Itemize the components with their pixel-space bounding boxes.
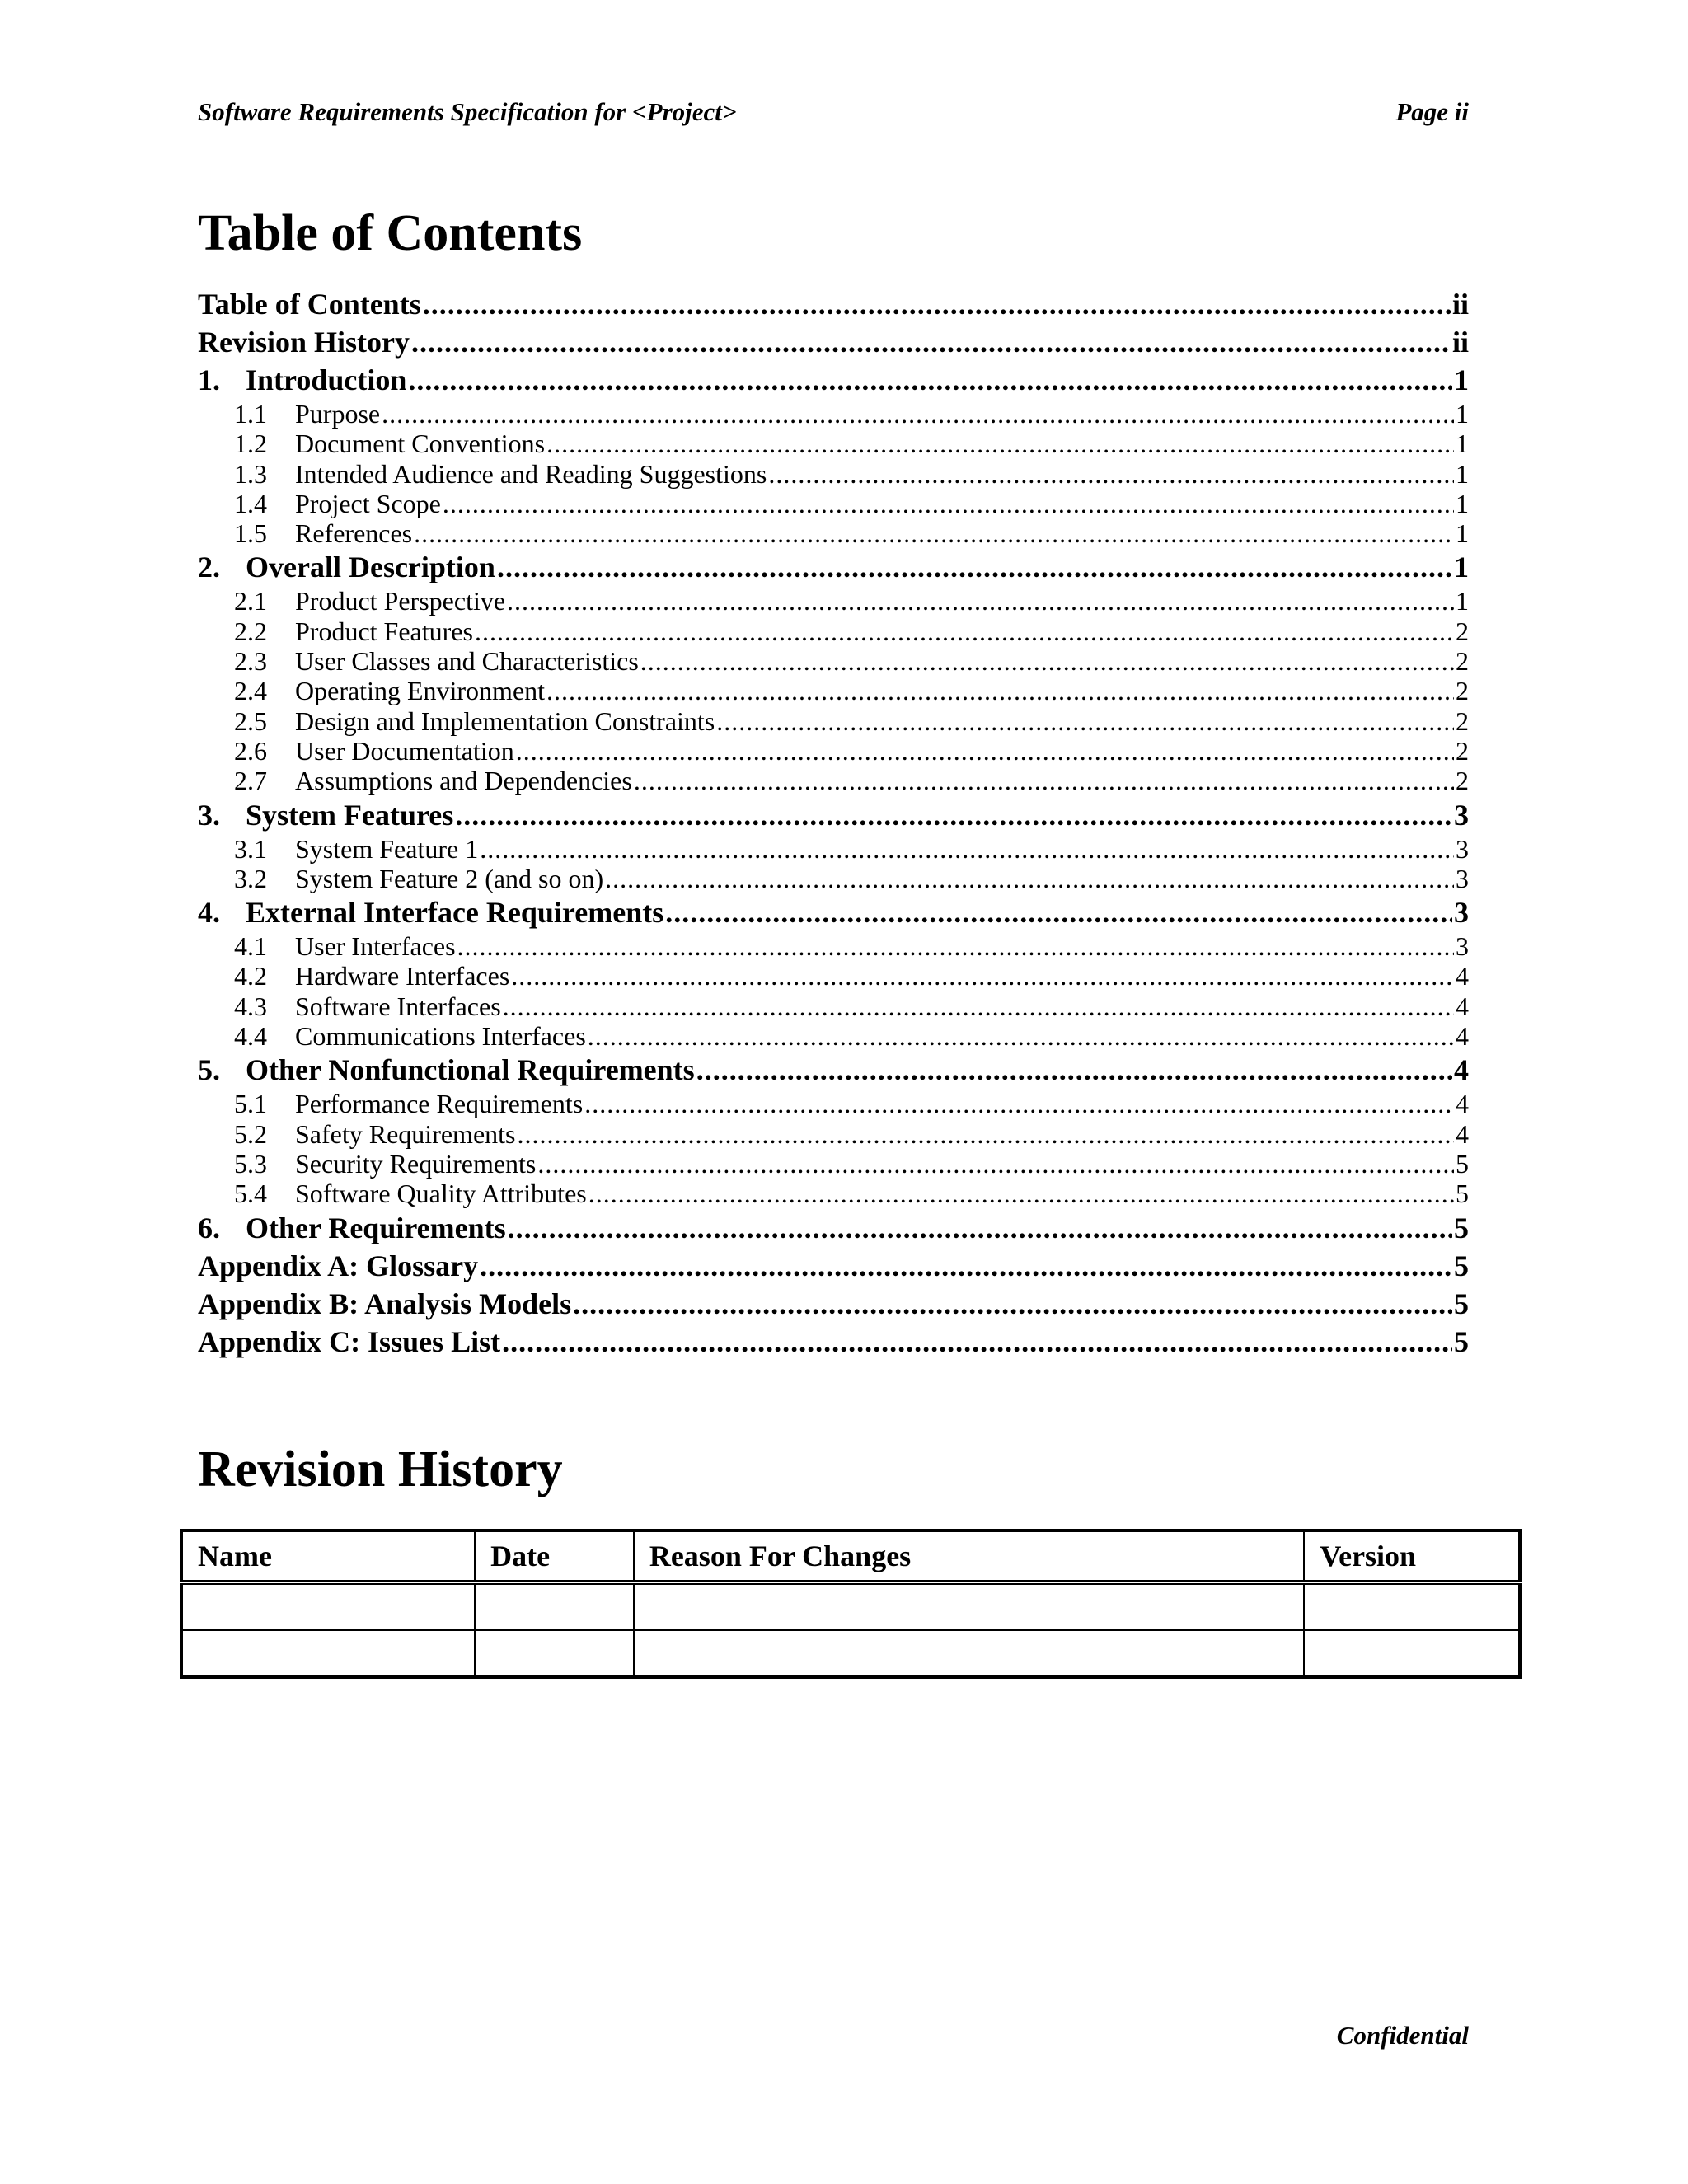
toc-entry-title: Introduction <box>246 363 407 396</box>
toc-dot-leader <box>665 893 1452 931</box>
toc-entry-title: Appendix A: Glossary <box>198 1249 479 1282</box>
toc-entry[interactable] <box>198 1149 1469 1179</box>
toc-entry-page: 5 <box>1454 1249 1469 1282</box>
toc-entry[interactable] <box>198 361 1469 399</box>
toc-entry-page: 4 <box>1456 1089 1469 1119</box>
toc-entry-title: Communications Interfaces <box>295 1021 586 1052</box>
toc-entry[interactable] <box>198 961 1469 991</box>
toc-entry-page: 1 <box>1456 488 1469 518</box>
toc-dot-leader <box>696 1051 1452 1089</box>
column-header-reason: Reason For Changes <box>634 1530 1305 1582</box>
toc-entry-number: 1.1 <box>234 399 267 429</box>
toc-entry-page: 2 <box>1456 766 1469 796</box>
toc-dot-leader <box>546 429 1454 458</box>
toc-entry-page: 4 <box>1454 1053 1469 1087</box>
toc-dot-leader <box>480 834 1454 864</box>
toc-entry-title: System Feature 1 <box>295 833 479 864</box>
toc-entry-page: 1 <box>1456 429 1469 459</box>
toc-entry[interactable] <box>198 1021 1469 1051</box>
toc-dot-leader <box>503 991 1454 1021</box>
toc-dot-leader <box>411 323 1451 361</box>
toc-dot-leader <box>588 1179 1454 1208</box>
toc-entry-page: 1 <box>1454 363 1469 396</box>
toc-entry-number: 2.6 <box>234 735 267 766</box>
toc-entry[interactable] <box>198 429 1469 458</box>
toc-entry-page: 5 <box>1456 1148 1469 1179</box>
toc-dot-leader <box>414 518 1454 548</box>
table-cell[interactable] <box>634 1582 1305 1630</box>
toc-entry[interactable] <box>198 489 1469 518</box>
toc-dot-leader <box>573 1285 1452 1323</box>
column-header-date: Date <box>475 1530 634 1582</box>
toc-entry-page: 5 <box>1454 1211 1469 1244</box>
toc-entry-number: 4.4 <box>234 1021 267 1052</box>
table-cell[interactable] <box>1304 1630 1520 1677</box>
toc-dot-leader <box>408 361 1452 399</box>
toc-entry-title: Appendix C: Issues List <box>198 1324 501 1358</box>
toc-entry-title: Document Conventions <box>295 429 546 459</box>
table-cell[interactable] <box>475 1582 634 1630</box>
toc-entry-number: 2.1 <box>234 586 267 616</box>
toc-dot-leader <box>502 1323 1452 1361</box>
toc-entry-number: 2.7 <box>234 766 267 796</box>
toc-dot-leader <box>588 1021 1454 1051</box>
toc-dot-leader <box>423 285 1451 323</box>
toc-dot-leader <box>768 459 1454 489</box>
toc-entry-number: 4.3 <box>234 991 267 1021</box>
toc-entry-number: 1.3 <box>234 458 267 489</box>
toc-entry-page: 2 <box>1456 616 1469 646</box>
toc-entry[interactable] <box>198 1179 1469 1208</box>
toc-dot-leader <box>480 1247 1452 1285</box>
toc-entry-title: System Features <box>246 798 454 832</box>
table-cell[interactable] <box>181 1582 475 1630</box>
toc-entry-title: Software Interfaces <box>295 991 501 1021</box>
revision-history-heading: Revision History <box>198 1441 563 1497</box>
toc-entry-page: 3 <box>1456 931 1469 962</box>
toc-entry-number: 5.4 <box>234 1179 267 1209</box>
toc-entry-page: 5 <box>1456 1179 1469 1209</box>
toc-entry-page: 4 <box>1456 1021 1469 1052</box>
toc-dot-leader <box>382 399 1454 429</box>
toc-entry-title: Overall Description <box>246 551 495 584</box>
toc-entry-page: 5 <box>1454 1324 1469 1358</box>
toc-entry-title: Safety Requirements <box>295 1118 516 1149</box>
toc-entry-title: Other Nonfunctional Requirements <box>246 1053 695 1087</box>
toc-dot-leader <box>507 586 1454 616</box>
toc-entry-title: Purpose <box>295 399 381 429</box>
toc-dot-leader <box>537 1149 1454 1179</box>
toc-entry-number: 2.5 <box>234 705 267 736</box>
toc-entry[interactable] <box>198 323 1469 361</box>
toc-entry-number: 4. <box>198 896 220 930</box>
toc-entry-number: 2. <box>198 551 220 584</box>
toc-entry[interactable] <box>198 586 1469 616</box>
toc-entry-page: 2 <box>1456 646 1469 677</box>
toc-entry-title: Appendix B: Analysis Models <box>198 1286 572 1320</box>
toc-entry[interactable] <box>198 548 1469 586</box>
toc-dot-leader <box>455 796 1452 834</box>
table-row <box>181 1630 1520 1677</box>
toc-entry-title: Design and Implementation Constraints <box>295 705 715 736</box>
toc-entry[interactable] <box>198 518 1469 548</box>
toc-entry-page: 3 <box>1454 798 1469 832</box>
toc-entry-title: References <box>295 518 413 549</box>
column-header-name: Name <box>181 1530 475 1582</box>
toc-dot-leader <box>584 1089 1454 1118</box>
toc-entry-number: 1.4 <box>234 488 267 518</box>
toc-entry-page: 1 <box>1456 399 1469 429</box>
toc-entry[interactable] <box>198 766 1469 795</box>
revision-history-table <box>180 1529 1522 1679</box>
toc-entry-title: Product Perspective <box>295 586 506 616</box>
toc-entry[interactable] <box>198 834 1469 864</box>
toc-entry-number: 2.2 <box>234 616 267 646</box>
toc-entry-number: 1.2 <box>234 429 267 459</box>
table-cell[interactable] <box>181 1630 475 1677</box>
toc-entry[interactable] <box>198 931 1469 961</box>
toc-entry-title: User Interfaces <box>295 931 456 962</box>
toc-heading: Table of Contents <box>198 205 583 261</box>
toc-entry-title: Software Quality Attributes <box>295 1179 587 1209</box>
toc-dot-leader <box>516 736 1454 766</box>
toc-entry[interactable] <box>198 706 1469 736</box>
toc-entry-page: 2 <box>1456 735 1469 766</box>
toc-entry-number: 3.2 <box>234 863 267 893</box>
toc-dot-leader <box>605 864 1454 893</box>
toc-entry-title: Operating Environment <box>295 676 546 706</box>
toc-entry-number: 5.1 <box>234 1089 267 1119</box>
toc-entry-title: Assumptions and Dependencies <box>295 766 632 796</box>
column-header-version: Version <box>1304 1530 1520 1582</box>
toc-entry[interactable] <box>198 1089 1469 1118</box>
toc-dot-leader <box>634 766 1454 795</box>
toc-entry[interactable] <box>198 1285 1469 1323</box>
toc-entry[interactable] <box>198 1119 1469 1149</box>
toc-dot-leader <box>640 646 1454 676</box>
toc-entry-title: User Classes and Characteristics <box>295 646 639 677</box>
table-of-contents <box>198 285 1469 1361</box>
toc-entry-title: Other Requirements <box>246 1211 506 1244</box>
table-cell[interactable] <box>1304 1582 1520 1630</box>
toc-entry[interactable] <box>198 1209 1469 1247</box>
toc-entry-title: Intended Audience and Reading Suggestions <box>295 458 767 489</box>
toc-entry-title: Product Features <box>295 616 473 646</box>
toc-entry-page: ii <box>1451 288 1469 321</box>
footer-confidential: Confidential <box>1336 2021 1469 2050</box>
toc-entry[interactable] <box>198 991 1469 1021</box>
running-header <box>198 97 1469 127</box>
table-row <box>181 1582 1520 1630</box>
toc-entry-number: 3.1 <box>234 833 267 864</box>
toc-entry[interactable] <box>198 1247 1469 1285</box>
toc-entry-title: Project Scope <box>295 488 441 518</box>
toc-entry-title: External Interface Requirements <box>246 896 664 930</box>
toc-entry-title: Performance Requirements <box>295 1089 584 1119</box>
toc-entry-title: System Feature 2 (and so on) <box>295 863 604 893</box>
toc-dot-leader <box>475 616 1454 646</box>
toc-entry-page: 4 <box>1456 1118 1469 1149</box>
toc-dot-leader <box>546 676 1454 705</box>
table-cell[interactable] <box>634 1630 1305 1677</box>
table-header-row <box>181 1530 1520 1582</box>
toc-entry-page: 1 <box>1456 458 1469 489</box>
toc-entry[interactable] <box>198 1323 1469 1361</box>
toc-entry[interactable] <box>198 893 1469 931</box>
toc-entry-page: 3 <box>1456 863 1469 893</box>
table-cell[interactable] <box>475 1630 634 1677</box>
toc-dot-leader <box>457 931 1454 961</box>
toc-entry-page: 1 <box>1456 586 1469 616</box>
toc-entry-page: 3 <box>1454 896 1469 930</box>
toc-entry-number: 5. <box>198 1053 220 1087</box>
toc-entry-title: User Documentation <box>295 735 514 766</box>
toc-dot-leader <box>511 961 1454 991</box>
toc-entry[interactable] <box>198 399 1469 429</box>
toc-entry[interactable] <box>198 616 1469 646</box>
toc-entry-number: 5.3 <box>234 1148 267 1179</box>
toc-entry-page: 2 <box>1456 676 1469 706</box>
toc-entry-title: Hardware Interfaces <box>295 961 510 991</box>
toc-entry-number: 1. <box>198 363 220 396</box>
toc-entry-page: ii <box>1451 326 1469 359</box>
toc-dot-leader <box>508 1209 1452 1247</box>
toc-dot-leader <box>716 706 1454 736</box>
toc-entry-title: Security Requirements <box>295 1148 537 1179</box>
toc-entry-title: Revision History <box>198 326 410 359</box>
page-number: Page ii <box>1395 97 1469 126</box>
toc-entry-page: 1 <box>1456 518 1469 549</box>
toc-entry-number: 2.3 <box>234 646 267 677</box>
toc-entry-number: 3. <box>198 798 220 832</box>
toc-entry-page: 5 <box>1454 1286 1469 1320</box>
toc-dot-leader <box>443 489 1454 518</box>
toc-entry[interactable] <box>198 864 1469 893</box>
toc-entry-number: 4.2 <box>234 961 267 991</box>
toc-entry[interactable] <box>198 1051 1469 1089</box>
toc-entry-title: Table of Contents <box>198 288 421 321</box>
toc-entry[interactable] <box>198 285 1469 323</box>
toc-entry-number: 4.1 <box>234 931 267 962</box>
toc-entry[interactable] <box>198 646 1469 676</box>
toc-entry-number: 6. <box>198 1211 220 1244</box>
toc-entry-number: 5.2 <box>234 1118 267 1149</box>
toc-dot-leader <box>517 1119 1454 1149</box>
toc-entry-page: 3 <box>1456 833 1469 864</box>
toc-entry[interactable] <box>198 459 1469 489</box>
toc-entry-page: 4 <box>1456 961 1469 991</box>
toc-entry-page: 1 <box>1454 551 1469 584</box>
toc-entry[interactable] <box>198 736 1469 766</box>
toc-entry-number: 2.4 <box>234 676 267 706</box>
toc-dot-leader <box>497 548 1452 586</box>
document-title: Software Requirements Specification for <Project> <box>198 97 737 126</box>
toc-entry-number: 1.5 <box>234 518 267 549</box>
toc-entry[interactable] <box>198 676 1469 705</box>
toc-entry-page: 4 <box>1456 991 1469 1021</box>
toc-entry-page: 2 <box>1456 705 1469 736</box>
toc-entry[interactable] <box>198 796 1469 834</box>
